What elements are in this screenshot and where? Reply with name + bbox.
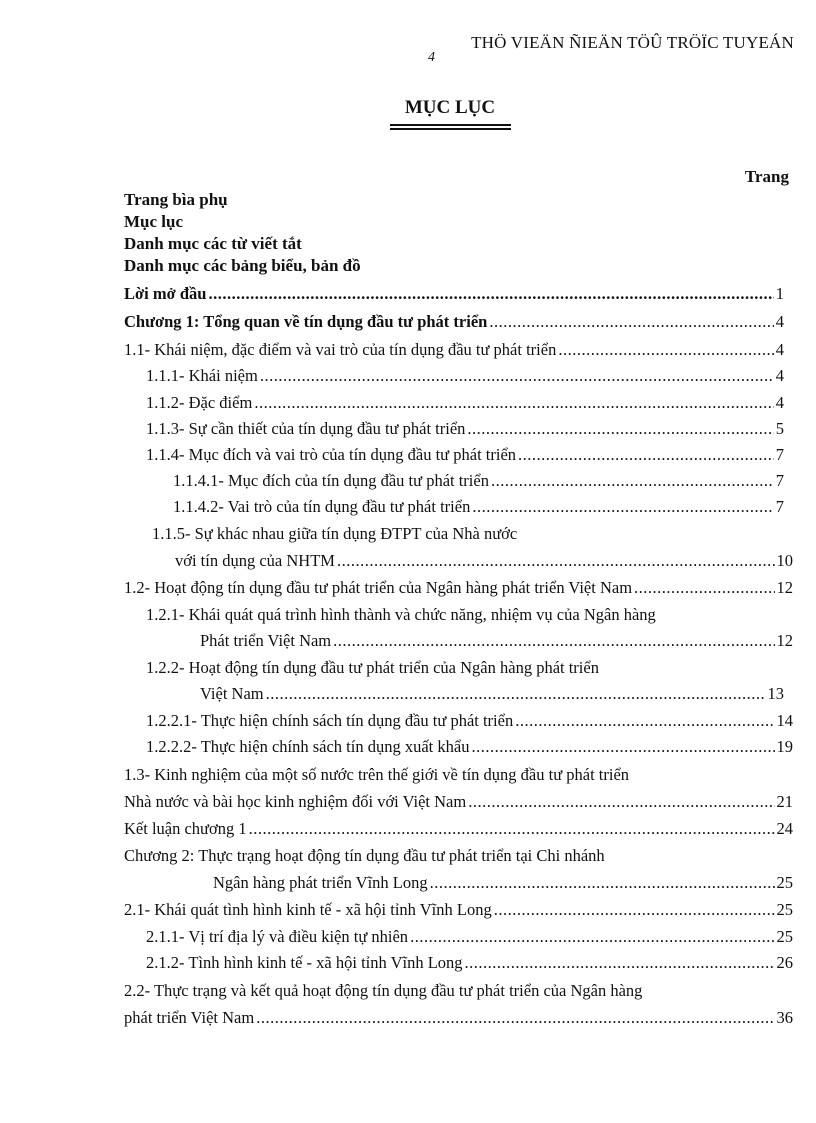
toc-entry-page: 25 xyxy=(776,927,793,946)
toc-entry-label: 1.1.1- Khái niệm xyxy=(146,366,258,385)
toc-entry-page: 7 xyxy=(775,445,784,464)
toc-entry-label: 1.1.2- Đặc điểm xyxy=(146,393,253,412)
leader-dots xyxy=(337,551,775,571)
toc-entry-page: 21 xyxy=(776,792,793,811)
toc-entry-page: 5 xyxy=(775,419,784,438)
toc-entry-page: 25 xyxy=(776,900,793,919)
toc-entry-label: 1.2.2.2- Thực hiện chính sách tín dụng xuất khẩu xyxy=(146,737,470,756)
toc-entry[interactable] xyxy=(124,312,784,332)
toc-entry-page: 26 xyxy=(776,953,793,972)
front-matter-item: Danh mục các từ viết tắt xyxy=(124,234,302,253)
toc-entry-label: Ngân hàng phát triển Vĩnh Long xyxy=(213,873,428,892)
toc-entry-label: 2.1- Khái quát tình hình kinh tế - xã hội tỉnh Vĩnh Long xyxy=(124,900,492,919)
toc-entry-page: 4 xyxy=(775,366,784,385)
toc-entry-page: 19 xyxy=(776,737,793,756)
title-underline xyxy=(390,128,511,130)
leader-dots xyxy=(634,578,774,598)
leader-dots xyxy=(430,873,775,893)
toc-entry[interactable] xyxy=(146,445,784,465)
toc-entry[interactable] xyxy=(124,284,784,304)
toc-entry[interactable] xyxy=(124,819,793,839)
toc-entry[interactable] xyxy=(200,684,784,704)
leader-dots xyxy=(260,366,774,386)
toc-entry[interactable] xyxy=(173,497,784,517)
leader-dots xyxy=(465,953,775,973)
toc-entry-label-line1: 1.2.2- Hoạt động tín dụng đầu tư phát triển của Ngân hàng phát triển xyxy=(146,658,599,677)
running-header: THÖ VIEÄN ÑIEÄN TÖÛ TRÖÏC TUYEÁN xyxy=(471,33,794,52)
toc-entry-label: 2.1.1- Vị trí địa lý và điều kiện tự nhiên xyxy=(146,927,409,946)
toc-entry-label-line1: Chương 2: Thực trạng hoạt động tín dụng đầu tư phát triển tại Chi nhánh xyxy=(124,846,605,865)
toc-entry-page: 24 xyxy=(776,819,793,838)
toc-entry-label-line1: 2.2- Thực trạng và kết quả hoạt động tín dụng đầu tư phát triển của Ngân hàng xyxy=(124,981,643,1000)
toc-entry-label-line1: 1.2.1- Khái quát quá trình hình thành và chức năng, nhiệm vụ của Ngân hàng xyxy=(146,605,656,624)
toc-entry[interactable] xyxy=(146,711,793,731)
leader-dots xyxy=(472,497,773,517)
toc-entry-label: 1.1.4.1- Mục đích của tín dụng đầu tư phát triển xyxy=(173,471,489,490)
leader-dots xyxy=(518,445,774,465)
leader-dots xyxy=(494,900,775,920)
toc-entry[interactable] xyxy=(124,1008,793,1028)
toc-entry-label: Lời mở đầu xyxy=(124,284,207,303)
toc-entry-page: 1 xyxy=(775,284,784,303)
toc-entry-page: 4 xyxy=(775,393,784,412)
toc-entry[interactable] xyxy=(200,631,793,651)
page-number: 4 xyxy=(428,50,435,65)
leader-dots xyxy=(208,284,773,304)
toc-entry-label: 1.1- Khái niệm, đặc điểm và vai trò của tín dụng đầu tư phát triển xyxy=(124,340,557,359)
title-underline xyxy=(390,124,511,126)
leader-dots xyxy=(468,792,774,812)
toc-entry-page: 10 xyxy=(776,551,793,570)
leader-dots xyxy=(256,1008,774,1028)
leader-dots xyxy=(558,340,773,360)
toc-entry-label: với tín dụng của NHTM xyxy=(175,551,335,570)
leader-dots xyxy=(471,737,774,757)
toc-entry[interactable] xyxy=(146,419,784,439)
leader-dots xyxy=(515,711,774,731)
leader-dots xyxy=(333,631,774,651)
leader-dots xyxy=(254,393,773,413)
toc-entry-label: Kết luận chương 1 xyxy=(124,819,247,838)
toc-entry-page: 7 xyxy=(775,497,784,516)
toc-entry-page: 12 xyxy=(776,631,793,650)
toc-entry[interactable] xyxy=(175,551,793,571)
leader-dots xyxy=(249,819,775,839)
toc-entry-label: 1.1.3- Sự cần thiết của tín dụng đầu tư phát triển xyxy=(146,419,466,438)
toc-entry-label: Nhà nước và bài học kinh nghiệm đối với Việt Nam xyxy=(124,792,467,811)
toc-entry-label: 1.1.4- Mục đích và vai trò của tín dụng đầu tư phát triển xyxy=(146,445,517,464)
toc-entry[interactable] xyxy=(173,471,784,491)
toc-entry[interactable] xyxy=(146,366,784,386)
toc-entry[interactable] xyxy=(213,873,793,893)
leader-dots xyxy=(489,312,773,332)
toc-entry-label-line1: 1.1.5- Sự khác nhau giữa tín dụng ĐTPT của Nhà nước xyxy=(152,524,518,543)
toc-entry-page: 14 xyxy=(776,711,793,730)
toc-entry[interactable] xyxy=(146,953,793,973)
toc-entry[interactable] xyxy=(124,900,793,920)
toc-entry-page: 36 xyxy=(776,1008,793,1027)
leader-dots xyxy=(491,471,774,491)
page-title: MỤC LỤC xyxy=(404,97,496,118)
toc-entry-page: 25 xyxy=(776,873,793,892)
toc-entry-label: Phát triển Việt Nam xyxy=(200,631,332,650)
toc-entry[interactable] xyxy=(146,737,793,757)
toc-entry-label: 1.2- Hoạt động tín dụng đầu tư phát triển của Ngân hàng phát triển Việt Nam xyxy=(124,578,633,597)
toc-entry-label: 2.1.2- Tình hình kinh tế - xã hội tỉnh Vĩnh Long xyxy=(146,953,463,972)
page-column-label: Trang xyxy=(744,167,789,186)
toc-entry-label: 1.2.2.1- Thực hiện chính sách tín dụng đầu tư phát triển xyxy=(146,711,514,730)
toc-entry-label: phát triển Việt Nam xyxy=(124,1008,255,1027)
toc-entry[interactable] xyxy=(146,927,793,947)
leader-dots xyxy=(467,419,773,439)
toc-entry-page: 4 xyxy=(775,340,784,359)
front-matter-item: Trang bìa phụ xyxy=(124,190,228,209)
front-matter-item: Mục lục xyxy=(124,212,184,231)
toc-entry-page: 7 xyxy=(775,471,784,490)
toc-entry-label: Chương 1: Tổng quan về tín dụng đầu tư phát triển xyxy=(124,312,488,331)
toc-entry-label-line1: 1.3- Kinh nghiệm của một số nước trên thế giới về tín dụng đầu tư phát triển xyxy=(124,765,630,784)
leader-dots xyxy=(266,684,766,704)
toc-entry-label: 1.1.4.2- Vai trò của tín dụng đầu tư phát triển xyxy=(173,497,471,516)
toc-entry-label: Việt Nam xyxy=(200,684,264,703)
toc-entry-page: 12 xyxy=(776,578,793,597)
toc-entry[interactable] xyxy=(124,792,793,812)
leader-dots xyxy=(410,927,774,947)
toc-entry-page: 13 xyxy=(767,684,784,703)
front-matter-item: Danh mục các bảng biểu, bản đồ xyxy=(124,256,361,275)
toc-entry[interactable] xyxy=(124,578,793,598)
toc-entry-page: 4 xyxy=(775,312,784,331)
toc-entry[interactable] xyxy=(124,340,784,360)
toc-entry[interactable] xyxy=(146,393,784,413)
